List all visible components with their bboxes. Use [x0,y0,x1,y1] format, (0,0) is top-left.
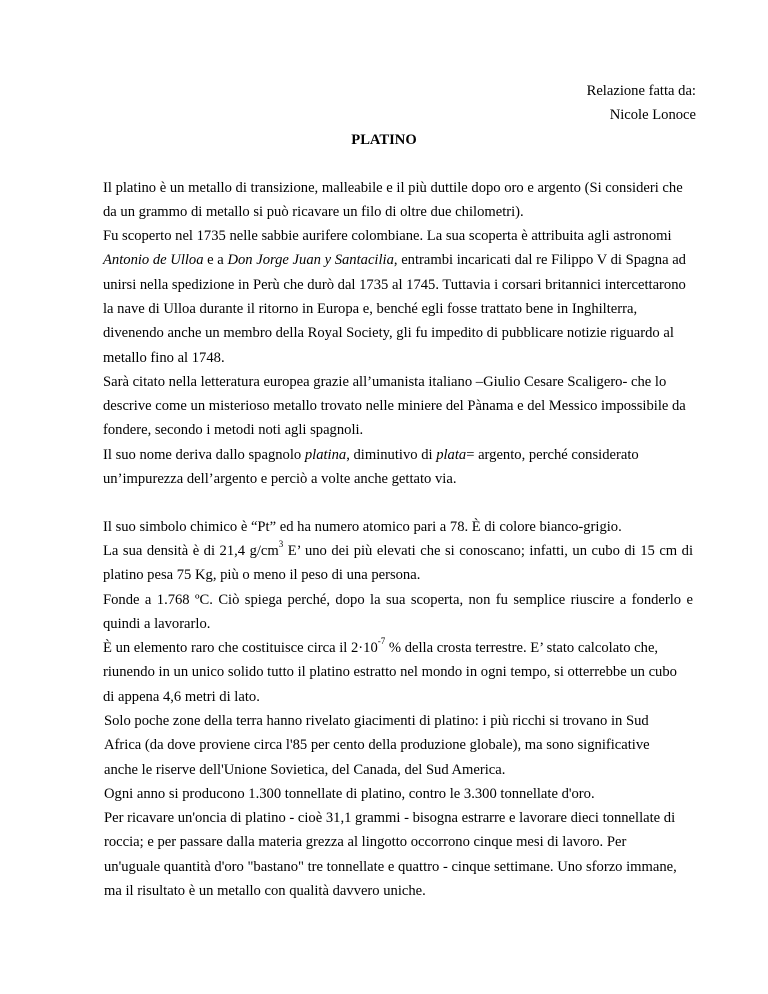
text-span: Il suo nome deriva dallo spagnolo [103,447,305,463]
paragraph-line: Sarà citato nella letteratura europea grazie all’umanista italiano –Giulio Cesare Scaligero- che lo [103,374,667,390]
italic-word: platina [304,447,347,463]
paragraph-line: Ogni anno si producono 1.300 tonnellate di platino, contro le 3.300 tonnellate d'oro. [104,786,595,802]
paragraph-line: Fonde a 1.768 ºC. Ciò spiega perché, dopo la sua scoperta, non fu semplice riuscire a fonderlo e [103,592,693,608]
paragraph-line [103,446,639,464]
text-span: = argento, perché considerato [466,447,639,463]
paragraph-line: di appena 4,6 metri di lato. [103,689,260,705]
paragraph-line: Africa (da dove proviene circa l'85 per cento della produzione globale), ma sono significative [104,737,650,753]
paragraph-line: Per ricavare un'oncia di platino - cioè 31,1 grammi - bisogna estrarre e lavorare dieci tonnellate di [104,810,676,826]
paragraph-line: un’impurezza dell’argento e perciò a volte anche gettato via. [103,471,457,487]
paragraph-line: unirsi nella spedizione in Perù che durò dal 1735 al 1745. Tuttavia i corsari britannici intercettarono [103,277,686,293]
paragraph-line [103,251,686,269]
paragraph-line: Solo poche zone della terra hanno rivelato giacimenti di platino: i più ricchi si trovano in Sud [104,713,649,729]
paragraph-line: Il suo simbolo chimico è “Pt” ed ha numero atomico pari a 78. È di colore bianco-grigio. [103,519,622,535]
author-name: Nicole Lonoce [609,107,696,123]
paragraph-line: platino pesa 75 Kg, più o meno il peso di una persona. [103,567,421,583]
text-span: È un elemento raro che costituisce circa il 2·10 [103,640,378,656]
paragraph-line [103,636,659,657]
superscript: -7 [377,636,386,647]
paragraph-line: fondere, secondo i metodi noti agli spagnoli. [103,422,364,438]
paragraph-line: metallo fino al 1748. [103,350,225,366]
paragraph-line: da un grammo di metallo si può ricavare un filo di oltre due chilometri). [103,204,524,220]
italic-name: Don Jorge Juan y Santacilia [227,252,394,268]
author-label: Relazione fatta da: [586,83,696,99]
paragraph-line: anche le riserve dell'Unione Sovietica, del Canada, del Sud America. [104,762,506,778]
text-span: e a [203,252,228,268]
italic-word: plata [436,447,467,463]
superscript: 3 [278,539,284,550]
text-span: , diminutivo di [346,447,437,463]
paragraph-line: un'uguale quantità d'oro "bastano" tre tonnellate e quattro - cinque settimane. Uno sforzo immane, [104,859,677,875]
paragraph-line: roccia; e per passare dalla materia grezza al lingotto occorrono cinque mesi di lavoro. Per [104,834,627,850]
paragraph-line: quindi a lavorarlo. [103,616,211,632]
document-title: PLATINO [351,132,417,148]
italic-name: Antonio de Ulloa [103,252,204,268]
paragraph-line: Fu scoperto nel 1735 nelle sabbie aurifere colombiane. La sua scoperta è attribuita agli astronomi [103,228,672,244]
paragraph-line: ma il risultato è un metallo con qualità davvero uniche. [104,883,426,899]
paragraph-line: divenendo anche un membro della Royal Society, gli fu impedito di pubblicare notizie riguardo al [103,325,674,341]
paragraph-line: Il platino è un metallo di transizione, malleabile e il più duttile dopo oro e argento (Si consideri che [103,180,683,196]
text-span: % della crosta terrestre. E’ stato calcolato che, [385,640,659,656]
paragraph-line [103,539,694,560]
text-span: , entrambi incaricati dal re Filippo V di Spagna ad [393,252,686,268]
paragraph-line: descrive come un misterioso metallo trovato nelle miniere del Pànama e del Messico impossibile da [103,398,686,414]
paragraph-line: la nave di Ulloa durante il ritorno in Europa e, benché egli fosse trattato bene in Inghilterra, [103,301,638,317]
paragraph-line: riunendo in un unico solido tutto il platino estratto nel mondo in ogni tempo, si otterrebbe un cubo [103,664,677,680]
text-span: La sua densità è di 21,4 g/cm [103,543,279,559]
text-span: E’ uno dei più elevati che si conoscano; infatti, un cubo di 15 cm di [283,543,694,559]
